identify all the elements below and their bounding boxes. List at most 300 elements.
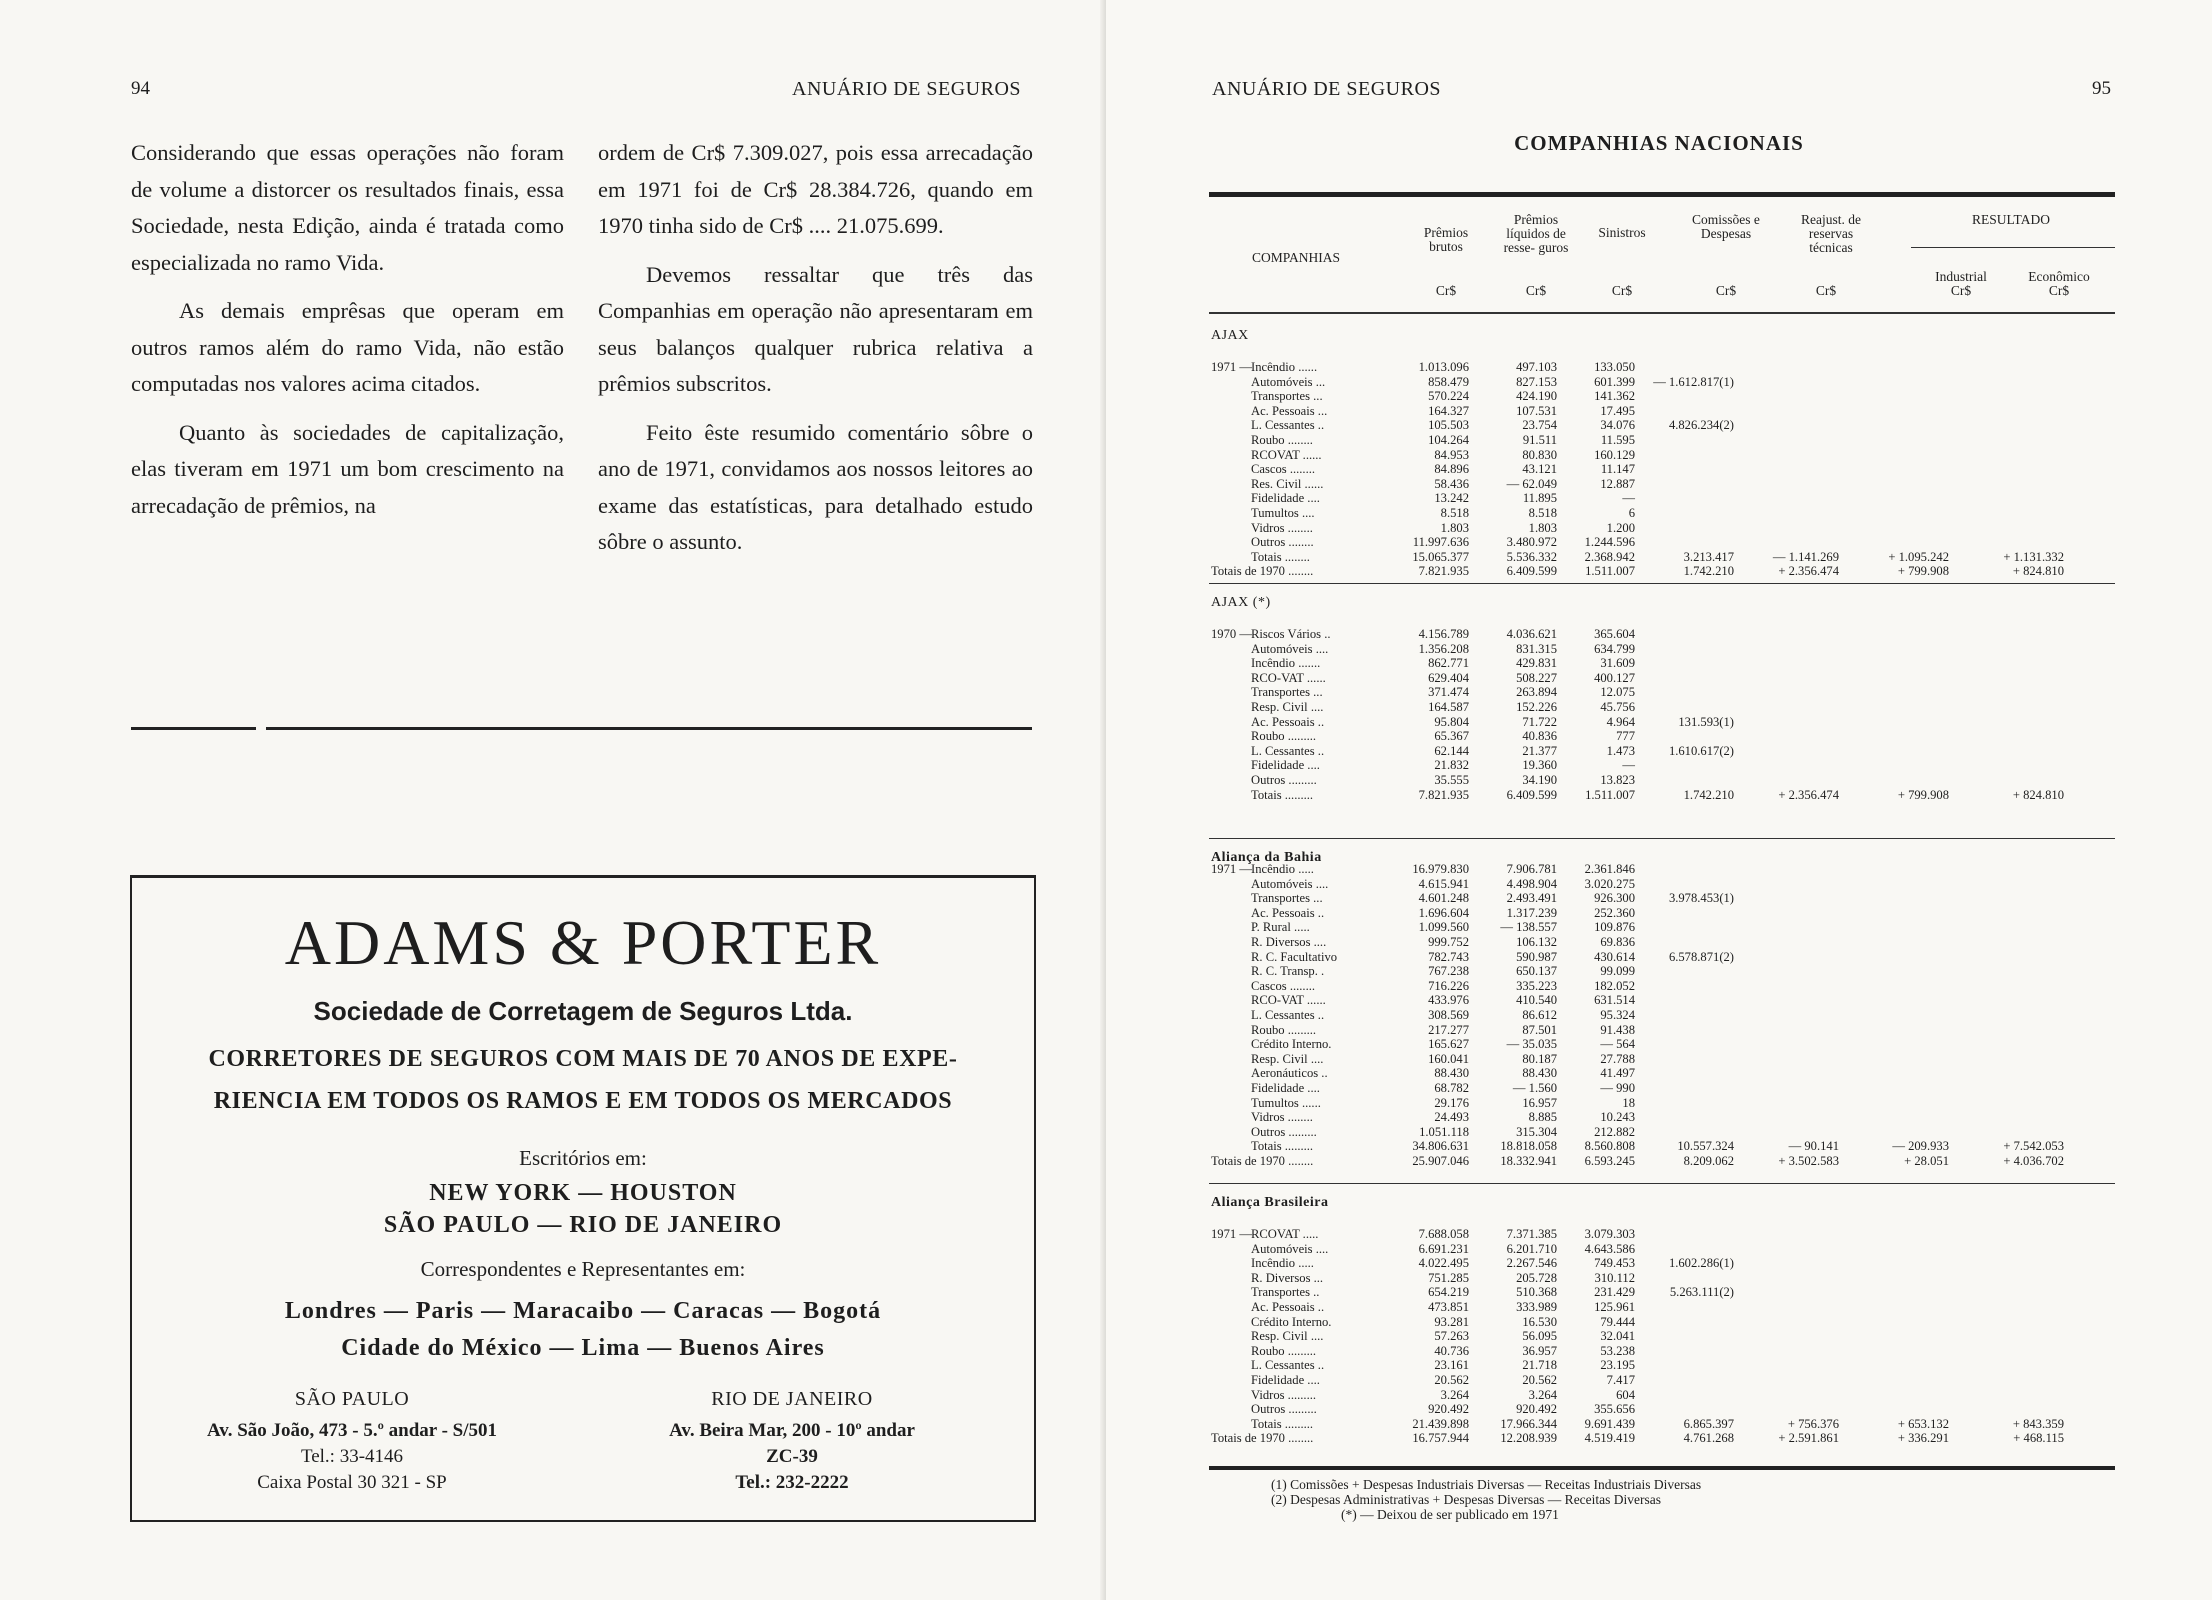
cell-value: 105.503	[1428, 418, 1469, 433]
table-row	[1209, 1285, 2115, 1299]
table-row	[1209, 448, 2115, 462]
cell-value: 58.436	[1434, 476, 1469, 491]
running-head-left: ANUÁRIO DE SEGUROS	[792, 78, 1022, 100]
row-label: Incêndio .....	[1251, 1256, 1314, 1271]
cell-value: 8.518	[1528, 506, 1557, 520]
cell-value: 3.978.453(1)	[1668, 891, 1734, 906]
ad-address-heading: RIO DE JANEIRO	[711, 1388, 873, 1410]
cell-value: 17.966.344	[1500, 1416, 1557, 1431]
cell-value: 34.806.631	[1412, 1139, 1469, 1154]
cell-value: 7.821.935	[1418, 787, 1469, 802]
header-currency: Cr$	[1950, 283, 1972, 298]
cell-value: 2.361.846	[1584, 862, 1635, 876]
cell-value: 24.493	[1434, 1110, 1469, 1125]
cell-value: 133.050	[1594, 360, 1635, 374]
cell-value: 4.156.789	[1418, 627, 1469, 641]
row-label: Ac. Pessoais ...	[1251, 403, 1328, 418]
cell-value: 71.722	[1522, 714, 1557, 729]
row-year: 1970 —	[1211, 627, 1252, 641]
cell-value: 7.371.385	[1506, 1227, 1557, 1241]
row-label: Automóveis ....	[1251, 876, 1329, 891]
cell-value: 634.799	[1594, 641, 1635, 656]
cell-value: 263.894	[1516, 685, 1557, 700]
cell-value: 508.227	[1516, 670, 1557, 685]
cell-value: 80.830	[1522, 447, 1557, 462]
cell-value: 1.200	[1606, 520, 1635, 535]
table-row	[1209, 1052, 2115, 1066]
cell-value: + 1.095.242	[1888, 549, 1949, 564]
cell-value: 18	[1622, 1095, 1635, 1110]
row-label: Fidelidade ....	[1251, 758, 1320, 773]
cell-value: 6.409.599	[1506, 787, 1557, 802]
cell-value: 18.818.058	[1500, 1139, 1557, 1154]
cell-value: 4.036.621	[1506, 627, 1557, 641]
cell-value: 84.953	[1434, 447, 1469, 462]
cell-value: 68.782	[1434, 1081, 1469, 1095]
table-top-rule	[1209, 192, 2115, 197]
cell-value: 41.497	[1600, 1066, 1635, 1081]
footnotes	[1271, 1477, 1701, 1522]
cell-value: 767.238	[1428, 964, 1469, 979]
paragraph: Feito êste resumido comentário sôbre o ano de 1971, convidamos aos nossos leitores ao exame das estatísticas, para detalhado estudo sôbre o assunto.	[598, 419, 1033, 554]
row-label: R. Diversos ....	[1251, 935, 1327, 949]
cell-value: 5.536.332	[1506, 549, 1557, 564]
page-number-right: 95	[2092, 78, 2111, 99]
cell-value: 8.560.808	[1584, 1139, 1635, 1154]
cell-value: 333.989	[1516, 1300, 1557, 1314]
cell-value: 1.473	[1606, 743, 1635, 758]
cell-value: 1.317.239	[1506, 905, 1557, 920]
separator-rule	[131, 727, 256, 730]
cell-value: — 209.933	[1892, 1139, 1949, 1154]
cell-value: — 990	[1600, 1081, 1635, 1095]
cell-value: 43.121	[1522, 462, 1557, 477]
cell-value: 165.627	[1428, 1037, 1469, 1052]
cell-value: 86.612	[1522, 1008, 1557, 1022]
header-reajust: Reajust. de reservas técnicas	[1801, 212, 1861, 255]
row-label: Automóveis ....	[1251, 641, 1329, 656]
cell-value: 6.691.231	[1418, 1241, 1469, 1256]
cell-value: 654.219	[1428, 1285, 1469, 1300]
company-name: Aliança da Bahia	[1211, 850, 1322, 865]
cell-value: 217.277	[1428, 1022, 1469, 1037]
cell-value: 21.718	[1522, 1358, 1557, 1373]
row-label: RCOVAT .....	[1251, 1227, 1319, 1241]
cell-value: 12.887	[1600, 476, 1635, 491]
cell-value: 1.742.210	[1683, 787, 1734, 802]
cell-value: 13.823	[1600, 773, 1635, 787]
cell-value: 3.264	[1528, 1387, 1557, 1402]
table-row	[1209, 671, 2115, 685]
cell-value: 12.075	[1600, 685, 1635, 700]
cell-value: 79.444	[1600, 1314, 1635, 1329]
header-currency: Cr$	[1435, 283, 1457, 298]
cell-value: + 824.810	[2012, 787, 2064, 802]
cell-value: 497.103	[1516, 360, 1557, 374]
table-row	[1209, 404, 2115, 418]
ad-address-rio	[612, 1386, 972, 1496]
cell-value: 7.821.935	[1418, 564, 1469, 579]
table-row	[1209, 1271, 2115, 1285]
cell-value: 23.161	[1434, 1358, 1469, 1373]
row-label: Outros ........	[1251, 535, 1314, 550]
cell-value: 510.368	[1516, 1285, 1557, 1300]
cell-value: 8.209.062	[1683, 1154, 1734, 1168]
row-label: Totais .........	[1251, 787, 1314, 802]
cell-value: 40.836	[1522, 729, 1557, 744]
cell-value: + 1.131.332	[2003, 549, 2064, 564]
table-row	[1209, 1402, 2115, 1416]
cell-value: 106.132	[1516, 935, 1557, 949]
cell-value: + 756.376	[1787, 1416, 1839, 1431]
running-head-right: ANUÁRIO DE SEGUROS	[1212, 78, 1442, 100]
ad-correspondents-line-2: Cidade do México — Lima — Buenos Aires	[341, 1335, 825, 1361]
row-label: Resp. Civil ....	[1251, 700, 1324, 714]
row-label: L. Cessantes ..	[1251, 418, 1325, 433]
cell-value: + 2.356.474	[1778, 787, 1839, 802]
table-row	[1209, 715, 2115, 729]
cell-value: + 28.051	[1904, 1154, 1949, 1168]
cell-value: — 35.035	[1506, 1037, 1557, 1052]
table-row	[1209, 375, 2115, 389]
header-resultado: RESULTADO	[1972, 212, 2050, 227]
header-premios-brutos: Prêmios brutos	[1423, 225, 1469, 254]
cell-value: 231.429	[1594, 1285, 1635, 1300]
cell-value: 21.377	[1522, 743, 1557, 758]
row-label: L. Cessantes ..	[1251, 1008, 1325, 1022]
ad-address-line: Av. São João, 473 - 5.º andar - S/501	[206, 1420, 498, 1441]
cell-value: 831.315	[1516, 641, 1557, 656]
cell-value: 31.609	[1600, 656, 1635, 671]
cell-value: 80.187	[1522, 1051, 1557, 1066]
cell-value: — 1.560	[1512, 1081, 1557, 1095]
cell-value: 1.803	[1440, 520, 1469, 535]
cell-value: 87.501	[1522, 1022, 1557, 1037]
cell-value: 310.112	[1594, 1270, 1635, 1285]
table-row	[1209, 744, 2115, 758]
cell-value: 13.242	[1434, 491, 1469, 506]
ad-address-sao-paulo	[172, 1386, 532, 1496]
cell-value: 751.285	[1428, 1270, 1469, 1285]
cell-value: 15.065.377	[1412, 549, 1469, 564]
cell-value: 53.238	[1600, 1343, 1635, 1358]
cell-value: 2.368.942	[1584, 549, 1635, 564]
row-label: R. C. Facultativo	[1251, 949, 1338, 964]
table-row	[1209, 535, 2115, 549]
row-label: Fidelidade ....	[1251, 1081, 1320, 1095]
table-row	[1209, 964, 2115, 978]
cell-value: 604	[1616, 1387, 1635, 1402]
cell-value: 590.987	[1516, 949, 1557, 964]
company-name: AJAX	[1211, 328, 1249, 343]
company-name: AJAX (*)	[1211, 595, 1271, 610]
table-row	[1209, 891, 2115, 905]
table-row	[1209, 656, 2115, 670]
row-label: Fidelidade ....	[1251, 491, 1320, 506]
cell-value: 4.022.495	[1418, 1256, 1469, 1271]
cell-value: 7.688.058	[1418, 1227, 1469, 1241]
cell-value: 4.826.234(2)	[1668, 418, 1734, 433]
row-label: Resp. Civil ....	[1251, 1329, 1324, 1344]
row-label: Totais ........	[1251, 549, 1310, 564]
cell-value: 920.492	[1428, 1402, 1469, 1417]
cell-value: 4.964	[1606, 714, 1635, 729]
cell-value: 20.562	[1522, 1373, 1557, 1387]
cell-value: 6.593.245	[1584, 1154, 1635, 1168]
row-label: Roubo ........	[1251, 433, 1313, 447]
paragraph: As demais emprêsas que operam em outros ramos além do ramo Vida, não estão computadas nos valores acima citados.	[131, 298, 564, 396]
cell-value: 95.324	[1600, 1008, 1635, 1022]
cell-value: 32.041	[1600, 1329, 1635, 1344]
row-label: Totais de 1970 ........	[1211, 564, 1314, 579]
cell-value: 4.498.904	[1506, 876, 1557, 891]
cell-value: 8.885	[1528, 1110, 1557, 1125]
cell-value: 40.736	[1434, 1343, 1469, 1358]
cell-value: 21.832	[1434, 758, 1469, 773]
cell-value: 7.906.781	[1506, 862, 1557, 876]
cell-value: + 799.908	[1897, 787, 1949, 802]
cell-value: 10.243	[1600, 1110, 1635, 1125]
paragraph: Considerando que essas operações não foram de volume a distorcer os resultados finais, essa Sociedade, nesta Edição, ainda é tratada como especializada no ramo Vida.	[131, 140, 564, 275]
cell-value: 27.788	[1600, 1051, 1635, 1066]
row-label: Cascos ........	[1251, 978, 1316, 993]
cell-value: 631.514	[1594, 993, 1635, 1008]
cell-value: 182.052	[1594, 978, 1635, 993]
table-row	[1209, 877, 2115, 891]
footnote: (1) Comissões + Despesas Industriais Diversas — Receitas Industriais Diversas	[1271, 1477, 1702, 1492]
header-currency: Cr$	[1525, 283, 1547, 298]
cell-value: 93.281	[1434, 1314, 1469, 1329]
paragraph: ordem de Cr$ 7.309.027, pois essa arrecadação em 1971 foi de Cr$ 28.384.726, quando em 1970 tinha sido de Cr$ .... 21.075.699.	[598, 140, 1033, 238]
row-label: Automóveis ....	[1251, 1241, 1329, 1256]
header-economico: Econômico	[2028, 269, 2090, 284]
cell-value: 3.213.417	[1683, 549, 1734, 564]
cell-value: 6.578.871(2)	[1668, 949, 1734, 964]
cell-value: 65.367	[1434, 729, 1469, 744]
table-row	[1209, 550, 2115, 564]
cell-value: 7.417	[1606, 1373, 1635, 1387]
table-row	[1209, 433, 2115, 447]
table-row	[1209, 1417, 2115, 1431]
right-page	[1106, 0, 2212, 1600]
cell-value: 920.492	[1516, 1402, 1557, 1417]
cell-value: 862.771	[1428, 656, 1469, 671]
table-row	[1209, 360, 2115, 374]
row-label: Totais de 1970 ........	[1211, 1431, 1314, 1446]
company-name: Aliança Brasileira	[1211, 1195, 1329, 1210]
row-label: Outros .........	[1251, 1124, 1317, 1139]
cell-value: 4.761.268	[1683, 1431, 1734, 1446]
cell-value: 8.518	[1440, 506, 1469, 520]
row-label: RCO-VAT ......	[1251, 993, 1326, 1008]
paragraph: Devemos ressaltar que três das Companhias em operação não apresentaram em seus balanços qualquer rubrica relativa a prêmios subscritos.	[598, 261, 1033, 396]
footnote: (*) — Deixou de ser publicado em 1971	[1341, 1507, 1559, 1522]
header-premios-liquidos: Prêmios líquidos de resse- guros	[1503, 212, 1569, 255]
row-label: Ac. Pessoais ..	[1251, 714, 1325, 729]
row-label: Vidros ........	[1251, 1110, 1313, 1125]
cell-value: 3.079.303	[1584, 1227, 1635, 1241]
row-label: R. C. Transp. .	[1251, 964, 1325, 979]
cell-value: 1.511.007	[1585, 787, 1635, 802]
table-row	[1209, 389, 2115, 403]
cell-value: — 564	[1600, 1037, 1635, 1052]
table-row	[1209, 1096, 2115, 1110]
cell-value: 29.176	[1434, 1095, 1469, 1110]
row-label: Incêndio ......	[1251, 360, 1318, 374]
table-row	[1209, 788, 2115, 802]
header-industrial: Industrial	[1935, 269, 1987, 284]
cell-value: 88.430	[1522, 1066, 1557, 1081]
cell-value: 11.595	[1600, 433, 1635, 447]
cell-value: 1.051.118	[1419, 1124, 1469, 1139]
row-label: L. Cessantes ..	[1251, 743, 1325, 758]
ad-subtitle: Sociedade de Corretagem de Seguros Ltda.	[313, 996, 853, 1026]
cell-value: — 90.141	[1788, 1139, 1839, 1154]
cell-value: 3.020.275	[1584, 876, 1635, 891]
cell-value: 782.743	[1428, 949, 1469, 964]
table-row	[1209, 1154, 2115, 1168]
row-label: Transportes ...	[1251, 389, 1323, 404]
row-label: Transportes ...	[1251, 685, 1323, 700]
cell-value: 355.656	[1594, 1402, 1635, 1417]
cell-value: + 653.132	[1897, 1416, 1949, 1431]
cell-value: 9.691.439	[1584, 1416, 1635, 1431]
cell-value: + 2.591.861	[1778, 1431, 1839, 1446]
cell-value: + 799.908	[1897, 564, 1949, 579]
table-row	[1209, 729, 2115, 743]
ad-tagline-2: RIENCIA EM TODOS OS RAMOS E EM TODOS OS MERCADOS	[213, 1088, 953, 1114]
cell-value: — 62.049	[1506, 476, 1557, 491]
row-label: Outros .........	[1251, 1402, 1317, 1417]
row-label: Crédito Interno.	[1251, 1314, 1332, 1329]
cell-value: 4.601.248	[1418, 891, 1469, 906]
table-row	[1209, 906, 2115, 920]
cell-value: 125.961	[1594, 1300, 1635, 1314]
row-label: Tumultos ....	[1251, 506, 1315, 520]
cell-value: 212.882	[1594, 1124, 1635, 1139]
cell-value: 99.099	[1600, 964, 1635, 979]
cell-value: 56.095	[1522, 1329, 1557, 1344]
cell-value: 19.360	[1522, 758, 1557, 773]
advertisement-box	[130, 875, 1036, 1522]
cell-value: 25.907.046	[1412, 1154, 1469, 1168]
row-label: Tumultos ......	[1251, 1095, 1321, 1110]
row-label: Transportes ...	[1251, 891, 1323, 906]
row-label: Incêndio .....	[1251, 862, 1314, 876]
ad-correspondents-label: Correspondentes e Representantes em:	[420, 1257, 746, 1281]
cell-value: + 468.115	[2013, 1431, 2064, 1446]
cell-value: 131.593(1)	[1678, 714, 1734, 729]
header-companhias: COMPANHIAS	[1251, 250, 1341, 265]
row-label: Res. Civil ......	[1251, 476, 1324, 491]
cell-value: 152.226	[1516, 700, 1557, 714]
table-row	[1209, 935, 2115, 949]
header-comissoes: Comissões e Despesas	[1692, 212, 1760, 241]
cell-value: 777	[1616, 729, 1635, 744]
cell-value: 5.263.111(2)	[1669, 1285, 1734, 1300]
cell-value: 16.530	[1522, 1314, 1557, 1329]
row-label: Resp. Civil ....	[1251, 1051, 1324, 1066]
cell-value: 91.511	[1522, 433, 1557, 447]
ad-offices-label: Escritórios em:	[519, 1146, 647, 1170]
table-row	[1209, 491, 2115, 505]
cell-value: 11.895	[1522, 491, 1557, 506]
section-divider	[1209, 838, 2115, 839]
table-row	[1209, 418, 2115, 432]
row-label: Vidros ........	[1251, 520, 1313, 535]
table-row	[1209, 950, 2115, 964]
table-row	[1209, 979, 2115, 993]
row-label: Fidelidade ....	[1251, 1373, 1320, 1387]
table-row	[1209, 1358, 2115, 1372]
header-currency: Cr$	[2048, 283, 2070, 298]
cell-value: 4.643.586	[1584, 1241, 1635, 1256]
table-row	[1209, 1081, 2115, 1095]
cell-value: —	[1622, 491, 1635, 506]
header-currency: Cr$	[1611, 283, 1633, 298]
cell-value: 3.264	[1440, 1387, 1469, 1402]
table-row	[1209, 1066, 2115, 1080]
table-bottom-rule	[1209, 1466, 2115, 1470]
cell-value: 91.438	[1600, 1022, 1635, 1037]
cell-value: 62.144	[1434, 743, 1469, 758]
cell-value: 749.453	[1594, 1256, 1635, 1271]
row-label: P. Rural .....	[1251, 920, 1310, 935]
row-label: Roubo .........	[1251, 1022, 1317, 1037]
cell-value: 433.976	[1428, 993, 1469, 1008]
table-row	[1209, 462, 2115, 476]
cell-value: 17.495	[1600, 403, 1635, 418]
ad-offices-line-2: SÃO PAULO — RIO DE JANEIRO	[383, 1212, 783, 1238]
cell-value: 21.439.898	[1412, 1416, 1469, 1431]
cell-value: 10.557.324	[1677, 1139, 1734, 1154]
cell-value: 1.610.617(2)	[1668, 743, 1734, 758]
header-sinistros: Sinistros	[1598, 225, 1646, 240]
header-currency: Cr$	[1715, 283, 1737, 298]
cell-value: 160.041	[1428, 1051, 1469, 1066]
cell-value: 23.754	[1522, 418, 1557, 433]
cell-value: 308.569	[1428, 1008, 1469, 1022]
ad-address-line: Tel.: 33-4146	[300, 1446, 404, 1467]
cell-value: + 4.036.702	[2003, 1154, 2064, 1168]
cell-value: 999.752	[1428, 935, 1469, 949]
cell-value: 601.399	[1594, 374, 1635, 389]
header-currency: Cr$	[1815, 283, 1837, 298]
cell-value: 410.540	[1516, 993, 1557, 1008]
cell-value: — 1.612.817(1)	[1653, 374, 1734, 389]
row-label: RCOVAT ......	[1251, 447, 1322, 462]
cell-value: 1.742.210	[1683, 564, 1734, 579]
cell-value: — 138.557	[1500, 920, 1557, 935]
cell-value: 23.195	[1600, 1358, 1635, 1373]
ad-address-line: ZC-39	[766, 1446, 818, 1467]
ad-address-line: Tel.: 232-2222	[735, 1472, 849, 1493]
row-label: Crédito Interno.	[1251, 1037, 1332, 1052]
ad-address-line: Av. Beira Mar, 200 - 10º andar	[669, 1420, 915, 1441]
cell-value: 315.304	[1516, 1124, 1557, 1139]
cell-value: 45.756	[1600, 700, 1635, 714]
cell-value: 430.614	[1594, 949, 1635, 964]
cell-value: 371.474	[1428, 685, 1469, 700]
row-label: Transportes ..	[1251, 1285, 1320, 1300]
row-label: Riscos Vários ..	[1251, 627, 1331, 641]
cell-value: 2.493.491	[1506, 891, 1557, 906]
row-label: Totais de 1970 ........	[1211, 1154, 1314, 1168]
paragraph: Quanto às sociedades de capitalização, elas tiveram em 1971 um bom crescimento na arrecadação de prêmios, na	[131, 419, 564, 518]
row-label: Outros .........	[1251, 773, 1317, 787]
cell-value: 160.129	[1594, 447, 1635, 462]
cell-value: 858.479	[1428, 374, 1469, 389]
